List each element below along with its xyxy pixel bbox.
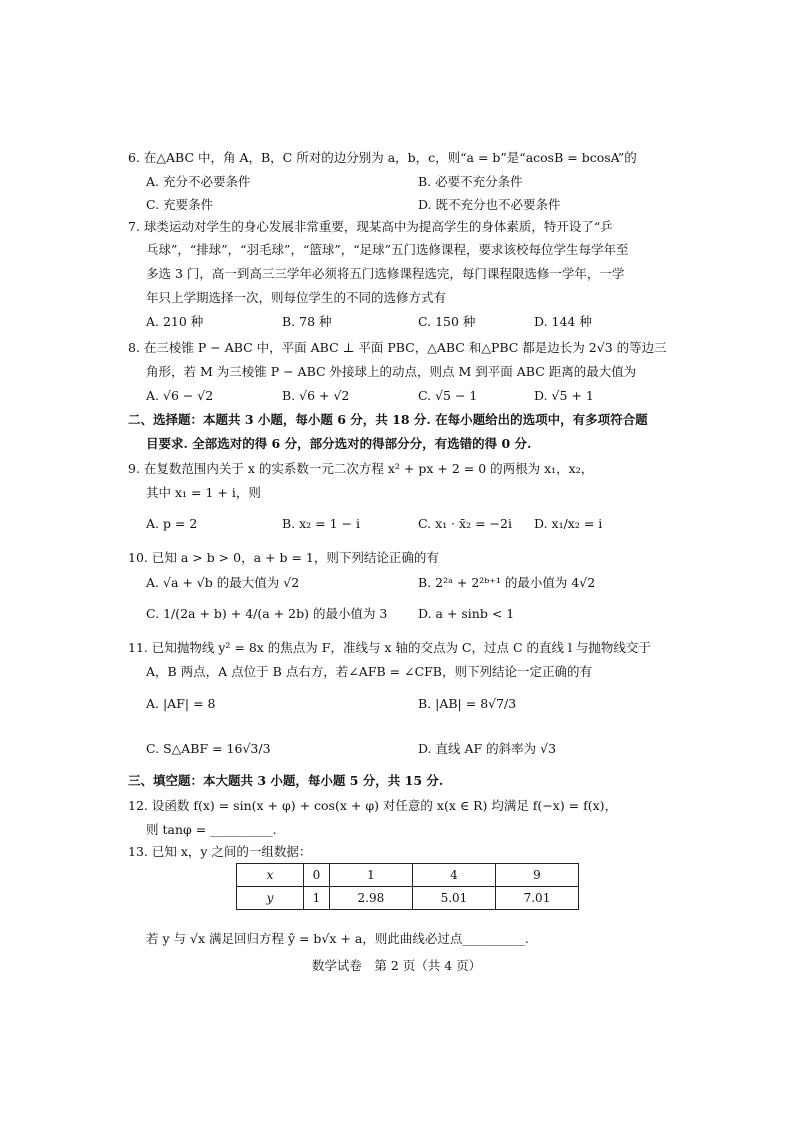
q9-option-d: D. x₁/x₂ = i [534, 516, 603, 531]
q12-line-2: 则 tanφ = __________. [146, 822, 277, 837]
q10-option-b: B. 2²ᵃ + 2²ᵇ⁺¹ 的最小值为 4√2 [418, 575, 596, 590]
q12-line-1: 12. 设函数 f(x) = sin(x + φ) + cos(x + φ) 对任意的 x(x ∈ R) 均满足 f(−x) = f(x)， [128, 798, 618, 813]
q7-option-d: D. 144 种 [534, 314, 592, 329]
table-cell: 4 [412, 864, 495, 887]
q6-stem: 6. 在△ABC 中，角 A，B，C 所对的边分别为 a，b，c，则“a = b”是“acosB = bcosA”的 [128, 150, 637, 165]
q7-line-2: 乓球”，“排球”，“羽毛球”，“篮球”，“足球”五门选修课程，要求该校每位学生每学年至 [146, 242, 629, 257]
q8-option-b: B. √6 + √2 [282, 388, 350, 403]
q6-option-b: B. 必要不充分条件 [418, 174, 523, 189]
table-cell: 9 [495, 864, 578, 887]
q10-option-c: C. 1/(2a + b) + 4/(a + 2b) 的最小值为 3 [146, 606, 388, 621]
section-2-heading: 二、选择题：本题共 3 小题，每小题 6 分，共 18 分. 在每小题给出的选项中，有多项符合题 [128, 412, 648, 427]
q9-line-1: 9. 在复数范围内关于 x 的实系数一元二次方程 x² + px + 2 = 0 的两根为 x₁，x₂， [128, 461, 594, 476]
q10-option-d: D. a + sinb < 1 [418, 606, 515, 621]
q11-option-a: A. |AF| = 8 [146, 696, 216, 711]
table-cell: 5.01 [412, 887, 495, 910]
section-2-instructions: 目要求. 全部选对的得 6 分，部分选对的得部分分，有选错的得 0 分. [146, 436, 532, 451]
q9-option-a: A. p = 2 [146, 516, 198, 531]
q11-line-1: 11. 已知抛物线 y² = 8x 的焦点为 F，准线与 x 轴的交点为 C，过点 C 的直线 l 与抛物线交于 [128, 640, 651, 655]
table-cell: 1 [329, 864, 412, 887]
q13-stem: 13. 已知 x，y 之间的一组数据： [128, 844, 312, 859]
q11-option-d: D. 直线 AF 的斜率为 √3 [418, 741, 557, 756]
q8-option-c: C. √5 − 1 [418, 388, 478, 403]
q11-line-2: A，B 两点，A 点位于 B 点右方，若∠AFB = ∠CFB，则下列结论一定正确的有 [146, 664, 592, 679]
table-cell: 7.01 [495, 887, 578, 910]
q7-option-a: A. 210 种 [146, 314, 204, 329]
q9-line-2: 其中 x₁ = 1 + i，则 [146, 485, 261, 500]
section-3-heading: 三、填空题：本大题共 3 小题，每小题 5 分，共 15 分. [128, 773, 444, 788]
q9-option-c: C. x₁ · x̄₂ = −2i [418, 516, 512, 531]
q13-tail: 若 y 与 √x 满足回归方程 ŷ = b√x + a，则此曲线必过点__________. [146, 931, 529, 946]
table-row [237, 887, 579, 910]
q6-option-d: D. 既不充分也不必要条件 [418, 197, 561, 212]
q10-option-a: A. √a + √b 的最大值为 √2 [146, 575, 300, 590]
data-table [236, 863, 579, 910]
table-cell: 0 [304, 864, 330, 887]
table-row [237, 864, 579, 887]
table-cell: y [237, 887, 304, 910]
q10-stem: 10. 已知 a > b > 0，a + b = 1，则下列结论正确的有 [128, 550, 439, 565]
q7-line-3: 多选 3 门，高一到高三三学年必须将五门选修课程选完，每门课程限选修一学年，一学 [146, 266, 625, 281]
table-cell: 1 [304, 887, 330, 910]
table-cell: x [237, 864, 304, 887]
q8-option-d: D. √5 + 1 [534, 388, 594, 403]
q8-line-1: 8. 在三棱锥 P − ABC 中，平面 ABC ⊥ 平面 PBC，△ABC 和△PBC 都是边长为 2√3 的等边三 [128, 340, 667, 355]
q7-line-1: 7. 球类运动对学生的身心发展非常重要，现某高中为提高学生的身体素质，特开设了“乒 [128, 219, 613, 234]
q7-option-b: B. 78 种 [282, 314, 332, 329]
page-footer: 数学试卷 第 2 页（共 4 页） [311, 958, 482, 973]
q8-line-2: 角形，若 M 为三棱锥 P − ABC 外接球上的动点，则点 M 到平面 ABC 距离的最大值为 [146, 364, 637, 379]
q7-line-4: 年只上学期选择一次，则每位学生的不同的选修方式有 [146, 290, 447, 305]
q7-option-c: C. 150 种 [418, 314, 476, 329]
q9-option-b: B. x₂ = 1 − i [282, 516, 360, 531]
q6-option-c: C. 充要条件 [146, 197, 214, 212]
table-cell: 2.98 [329, 887, 412, 910]
q11-option-c: C. S△ABF = 16√3/3 [146, 741, 271, 756]
q8-option-a: A. √6 − √2 [146, 388, 214, 403]
q6-option-a: A. 充分不必要条件 [146, 174, 251, 189]
q11-option-b: B. |AB| = 8√7/3 [418, 696, 517, 711]
